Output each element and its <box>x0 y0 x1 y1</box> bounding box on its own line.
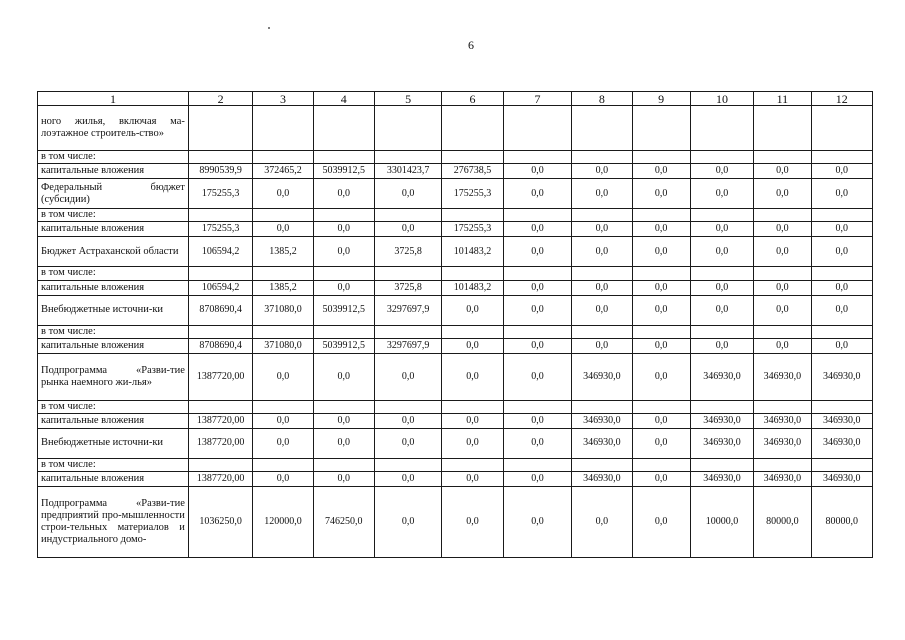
row-sublabel: в том числе: <box>38 209 189 222</box>
page-number: 6 <box>468 38 474 52</box>
value-cell: 0,0 <box>632 179 690 209</box>
column-number-cell: 10 <box>690 92 753 106</box>
value-cell: 346930,0 <box>754 429 811 459</box>
value-cell <box>503 106 571 151</box>
value-cell: 0,0 <box>503 429 571 459</box>
row-label: Подпрограмма «Разви-тие предприятий про-мышленности строи-тельных материалов и индустриального домо- <box>38 487 189 558</box>
value-cell: 0,0 <box>690 280 753 295</box>
value-cell: 0,0 <box>572 179 632 209</box>
value-cell: 0,0 <box>754 295 811 325</box>
row-sublabel: в том числе: <box>38 459 189 472</box>
value-cell: 346930,0 <box>572 414 632 429</box>
value-cell <box>754 325 811 338</box>
value-cell: 0,0 <box>313 353 374 400</box>
value-cell: 0,0 <box>632 237 690 267</box>
value-cell: 0,0 <box>313 222 374 237</box>
value-cell: 1385,2 <box>253 237 313 267</box>
value-cell: 101483,2 <box>442 280 503 295</box>
value-cell <box>572 400 632 413</box>
value-cell <box>253 151 313 164</box>
table-row <box>38 222 873 237</box>
value-cell: 1036250,0 <box>188 487 252 558</box>
value-cell <box>374 106 441 151</box>
value-cell: 0,0 <box>572 487 632 558</box>
row-label: капитальные вложения <box>38 164 189 179</box>
value-cell <box>811 400 872 413</box>
value-cell <box>632 151 690 164</box>
value-cell: 0,0 <box>811 338 872 353</box>
value-cell: 1387720,00 <box>188 414 252 429</box>
value-cell <box>253 400 313 413</box>
value-cell: 346930,0 <box>572 429 632 459</box>
table-row <box>38 429 873 459</box>
value-cell: 0,0 <box>572 280 632 295</box>
row-label: Внебюджетные источни-ки <box>38 429 189 459</box>
value-cell <box>442 459 503 472</box>
value-cell: 0,0 <box>374 429 441 459</box>
value-cell: 0,0 <box>442 338 503 353</box>
value-cell: 0,0 <box>632 280 690 295</box>
column-number-cell: 5 <box>374 92 441 106</box>
value-cell: 0,0 <box>374 414 441 429</box>
column-number-cell: 9 <box>632 92 690 106</box>
value-cell <box>442 106 503 151</box>
value-cell: 5039912,5 <box>313 164 374 179</box>
value-cell <box>374 267 441 280</box>
value-cell <box>503 325 571 338</box>
value-cell <box>188 267 252 280</box>
table-row <box>38 487 873 558</box>
value-cell: 8990539,9 <box>188 164 252 179</box>
value-cell: 0,0 <box>632 414 690 429</box>
value-cell <box>572 151 632 164</box>
value-cell <box>313 459 374 472</box>
value-cell <box>632 209 690 222</box>
value-cell: 0,0 <box>442 295 503 325</box>
value-cell: 0,0 <box>253 179 313 209</box>
value-cell: 371080,0 <box>253 338 313 353</box>
value-cell <box>503 400 571 413</box>
value-cell <box>253 267 313 280</box>
subtotal-caption-row <box>38 151 873 164</box>
value-cell <box>313 325 374 338</box>
value-cell: 346930,0 <box>754 414 811 429</box>
value-cell <box>442 325 503 338</box>
value-cell <box>374 209 441 222</box>
value-cell: 0,0 <box>690 295 753 325</box>
value-cell <box>188 106 252 151</box>
row-label: капитальные вложения <box>38 280 189 295</box>
value-cell <box>632 325 690 338</box>
row-label: ного жилья, включая ма-лоэтажное строитель-ство» <box>38 106 189 151</box>
value-cell <box>313 151 374 164</box>
value-cell <box>754 267 811 280</box>
value-cell <box>253 209 313 222</box>
value-cell: 0,0 <box>690 237 753 267</box>
value-cell: 0,0 <box>503 237 571 267</box>
row-sublabel: в том числе: <box>38 267 189 280</box>
value-cell: 0,0 <box>503 472 571 487</box>
column-number-cell: 2 <box>188 92 252 106</box>
table-row <box>38 353 873 400</box>
value-cell <box>313 106 374 151</box>
value-cell: 106594,2 <box>188 280 252 295</box>
value-cell <box>811 459 872 472</box>
value-cell: 0,0 <box>313 179 374 209</box>
row-label: Внебюджетные источни-ки <box>38 295 189 325</box>
value-cell: 3297697,9 <box>374 338 441 353</box>
value-cell: 346930,0 <box>572 353 632 400</box>
value-cell: 0,0 <box>690 179 753 209</box>
value-cell: 1387720,00 <box>188 472 252 487</box>
subtotal-caption-row <box>38 325 873 338</box>
value-cell: 175255,3 <box>442 179 503 209</box>
value-cell: 0,0 <box>632 353 690 400</box>
value-cell: 101483,2 <box>442 237 503 267</box>
value-cell: 0,0 <box>690 164 753 179</box>
value-cell: 346930,0 <box>690 353 753 400</box>
value-cell: 3297697,9 <box>374 295 441 325</box>
value-cell <box>690 209 753 222</box>
value-cell <box>503 459 571 472</box>
value-cell: 0,0 <box>632 429 690 459</box>
value-cell <box>253 106 313 151</box>
value-cell: 3301423,7 <box>374 164 441 179</box>
subtotal-caption-row <box>38 267 873 280</box>
value-cell: 0,0 <box>754 280 811 295</box>
value-cell <box>253 459 313 472</box>
value-cell <box>374 151 441 164</box>
value-cell: 0,0 <box>811 179 872 209</box>
value-cell: 346930,0 <box>690 414 753 429</box>
value-cell: 0,0 <box>632 338 690 353</box>
value-cell <box>442 151 503 164</box>
row-label: Подпрограмма «Разви-тие рынка наемного жи-лья» <box>38 353 189 400</box>
value-cell: 80000,0 <box>754 487 811 558</box>
value-cell: 0,0 <box>503 295 571 325</box>
value-cell: 0,0 <box>374 487 441 558</box>
column-number-cell: 7 <box>503 92 571 106</box>
value-cell: 346930,0 <box>811 429 872 459</box>
value-cell: 0,0 <box>754 237 811 267</box>
value-cell <box>690 106 753 151</box>
value-cell <box>811 325 872 338</box>
value-cell: 1387720,00 <box>188 353 252 400</box>
value-cell: 0,0 <box>690 222 753 237</box>
table-row <box>38 237 873 267</box>
table-row <box>38 164 873 179</box>
value-cell <box>690 151 753 164</box>
value-cell <box>188 209 252 222</box>
value-cell <box>690 459 753 472</box>
value-cell: 0,0 <box>442 353 503 400</box>
value-cell <box>442 400 503 413</box>
value-cell <box>690 400 753 413</box>
value-cell: 0,0 <box>503 164 571 179</box>
value-cell: 346930,0 <box>811 353 872 400</box>
row-sublabel: в том числе: <box>38 151 189 164</box>
row-label: капитальные вложения <box>38 338 189 353</box>
table-row <box>38 106 873 151</box>
value-cell <box>374 459 441 472</box>
value-cell: 175255,3 <box>188 179 252 209</box>
value-cell <box>313 209 374 222</box>
value-cell <box>811 209 872 222</box>
value-cell <box>690 267 753 280</box>
column-number-cell: 1 <box>38 92 189 106</box>
value-cell: 1387720,00 <box>188 429 252 459</box>
value-cell: 346930,0 <box>811 472 872 487</box>
value-cell: 0,0 <box>503 222 571 237</box>
table-row <box>38 280 873 295</box>
value-cell: 0,0 <box>503 487 571 558</box>
value-cell: 175255,3 <box>442 222 503 237</box>
value-cell: 0,0 <box>572 237 632 267</box>
value-cell: 0,0 <box>572 164 632 179</box>
value-cell: 0,0 <box>442 429 503 459</box>
row-label: капитальные вложения <box>38 222 189 237</box>
value-cell <box>313 267 374 280</box>
value-cell: 346930,0 <box>754 353 811 400</box>
value-cell: 106594,2 <box>188 237 252 267</box>
value-cell: 3725,8 <box>374 280 441 295</box>
value-cell <box>754 400 811 413</box>
subtotal-caption-row <box>38 209 873 222</box>
value-cell: 0,0 <box>253 429 313 459</box>
value-cell <box>811 106 872 151</box>
value-cell: 0,0 <box>503 280 571 295</box>
value-cell: 8708690,4 <box>188 338 252 353</box>
value-cell: 0,0 <box>313 414 374 429</box>
value-cell <box>811 151 872 164</box>
value-cell <box>188 325 252 338</box>
subtotal-caption-row <box>38 400 873 413</box>
column-number-cell: 3 <box>253 92 313 106</box>
value-cell <box>754 459 811 472</box>
column-number-cell: 4 <box>313 92 374 106</box>
value-cell <box>632 400 690 413</box>
value-cell: 0,0 <box>754 164 811 179</box>
value-cell <box>503 267 571 280</box>
value-cell <box>374 325 441 338</box>
value-cell: 0,0 <box>811 222 872 237</box>
column-number-cell: 8 <box>572 92 632 106</box>
value-cell <box>811 267 872 280</box>
value-cell: 346930,0 <box>690 472 753 487</box>
value-cell: 0,0 <box>503 353 571 400</box>
value-cell: 0,0 <box>811 237 872 267</box>
column-number-row <box>38 92 873 106</box>
value-cell: 346930,0 <box>754 472 811 487</box>
value-cell <box>374 400 441 413</box>
table-row <box>38 338 873 353</box>
table-row <box>38 295 873 325</box>
value-cell: 0,0 <box>632 222 690 237</box>
value-cell <box>632 459 690 472</box>
value-cell: 120000,0 <box>253 487 313 558</box>
value-cell: 175255,3 <box>188 222 252 237</box>
scan-speck <box>268 27 270 29</box>
value-cell <box>503 151 571 164</box>
subtotal-caption-row <box>38 459 873 472</box>
value-cell <box>754 106 811 151</box>
value-cell: 346930,0 <box>811 414 872 429</box>
value-cell <box>442 267 503 280</box>
value-cell: 0,0 <box>442 487 503 558</box>
value-cell: 0,0 <box>754 222 811 237</box>
row-label: капитальные вложения <box>38 472 189 487</box>
value-cell: 0,0 <box>253 353 313 400</box>
value-cell: 0,0 <box>313 280 374 295</box>
value-cell <box>442 209 503 222</box>
value-cell: 0,0 <box>811 295 872 325</box>
financing-table <box>37 91 873 558</box>
value-cell: 372465,2 <box>253 164 313 179</box>
value-cell: 0,0 <box>632 487 690 558</box>
value-cell <box>572 209 632 222</box>
value-cell: 0,0 <box>253 472 313 487</box>
value-cell: 80000,0 <box>811 487 872 558</box>
value-cell: 0,0 <box>811 164 872 179</box>
row-label: Бюджет Астраханской области <box>38 237 189 267</box>
value-cell <box>632 106 690 151</box>
value-cell <box>253 325 313 338</box>
value-cell: 0,0 <box>313 237 374 267</box>
value-cell: 0,0 <box>442 414 503 429</box>
value-cell <box>313 400 374 413</box>
column-number-cell: 12 <box>811 92 872 106</box>
table-row <box>38 414 873 429</box>
column-number-cell: 11 <box>754 92 811 106</box>
value-cell <box>572 459 632 472</box>
value-cell: 10000,0 <box>690 487 753 558</box>
table-row <box>38 472 873 487</box>
value-cell <box>188 400 252 413</box>
table-row <box>38 179 873 209</box>
value-cell: 0,0 <box>690 338 753 353</box>
value-cell: 0,0 <box>503 414 571 429</box>
value-cell: 0,0 <box>374 179 441 209</box>
row-sublabel: в том числе: <box>38 325 189 338</box>
value-cell <box>503 209 571 222</box>
value-cell: 8708690,4 <box>188 295 252 325</box>
value-cell <box>690 325 753 338</box>
value-cell: 0,0 <box>632 164 690 179</box>
value-cell: 0,0 <box>811 280 872 295</box>
value-cell <box>632 267 690 280</box>
value-cell: 0,0 <box>632 472 690 487</box>
value-cell: 0,0 <box>374 472 441 487</box>
value-cell: 0,0 <box>572 295 632 325</box>
value-cell: 0,0 <box>253 222 313 237</box>
row-label: Федеральный бюджет (субсидии) <box>38 179 189 209</box>
value-cell <box>572 325 632 338</box>
value-cell: 0,0 <box>503 179 571 209</box>
value-cell: 0,0 <box>754 338 811 353</box>
value-cell: 5039912,5 <box>313 295 374 325</box>
value-cell: 371080,0 <box>253 295 313 325</box>
value-cell <box>754 151 811 164</box>
value-cell: 0,0 <box>442 472 503 487</box>
value-cell: 0,0 <box>754 179 811 209</box>
value-cell: 0,0 <box>374 353 441 400</box>
value-cell: 346930,0 <box>572 472 632 487</box>
value-cell: 0,0 <box>572 338 632 353</box>
column-number-cell: 6 <box>442 92 503 106</box>
row-label: капитальные вложения <box>38 414 189 429</box>
value-cell <box>572 267 632 280</box>
value-cell: 746250,0 <box>313 487 374 558</box>
value-cell: 276738,5 <box>442 164 503 179</box>
value-cell <box>572 106 632 151</box>
value-cell <box>754 209 811 222</box>
row-sublabel: в том числе: <box>38 400 189 413</box>
value-cell: 0,0 <box>632 295 690 325</box>
value-cell: 5039912,5 <box>313 338 374 353</box>
value-cell: 1385,2 <box>253 280 313 295</box>
value-cell: 0,0 <box>253 414 313 429</box>
value-cell: 0,0 <box>503 338 571 353</box>
value-cell <box>188 151 252 164</box>
value-cell: 3725,8 <box>374 237 441 267</box>
value-cell: 0,0 <box>374 222 441 237</box>
value-cell: 346930,0 <box>690 429 753 459</box>
value-cell: 0,0 <box>313 472 374 487</box>
value-cell <box>188 459 252 472</box>
value-cell: 0,0 <box>572 222 632 237</box>
value-cell: 0,0 <box>313 429 374 459</box>
